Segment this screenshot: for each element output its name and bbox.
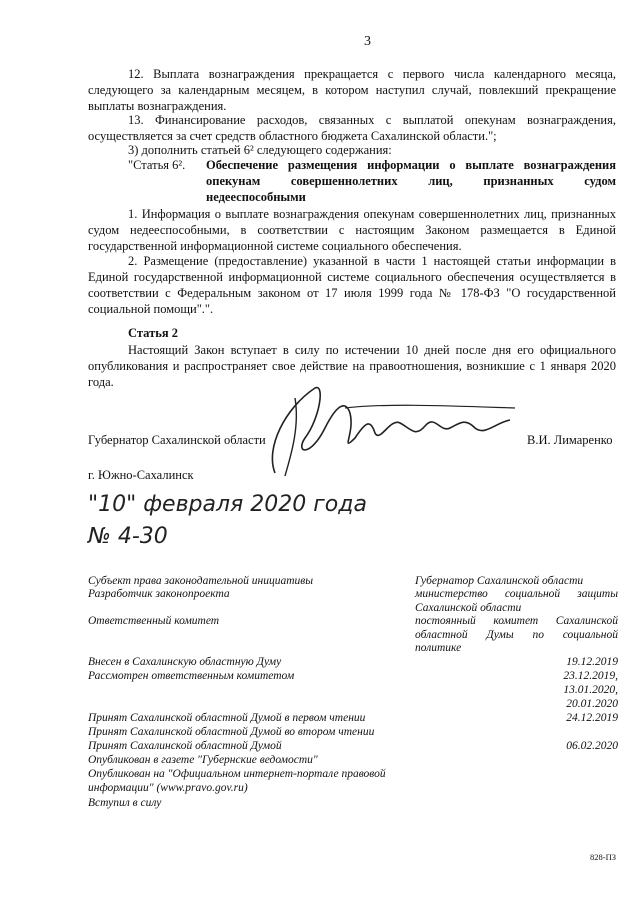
governor-name: В.И. Лимаренко xyxy=(527,433,613,447)
meta-subject-value: Губернатор Сахалинской области xyxy=(415,575,584,587)
article6-title-line1: Обеспечение размещения информации о выплате вознаграждения xyxy=(206,158,616,172)
paragraph-amend-3: 3) дополнить статьей 6² следующего содержания: xyxy=(128,143,392,157)
footer-code: 828-ПЗ xyxy=(590,852,616,862)
paragraph-13: 13. Финансирование расходов, связанных с выплатой опекунам вознаграждения, осуществляется за счет средств областного бюджета Сахалинской области."; xyxy=(88,113,616,143)
meta-second-reading-label: Принят Сахалинской областной Думой во втором чтении xyxy=(88,726,375,738)
governor-title: Губернатор Сахалинской области xyxy=(88,433,266,447)
article6-title-line2: опекунам совершеннолетних лиц, признанных судом xyxy=(206,174,616,188)
paragraph-12: 12. Выплата вознаграждения прекращается с первого числа календарного месяца, следующего за календарным месяцем, в котором наступил случай, повлекший прекращение выплаты вознаграждения. xyxy=(88,67,616,113)
meta-reviewed-value-2: 13.01.2020, xyxy=(563,684,618,696)
article2-text: Настоящий Закон вступает в силу по истечении 10 дней после дня его официального опубликования и распространяет свое действие на правоотношения, возникшие с 1 января 2020 года. xyxy=(88,343,616,389)
law-number-handwritten: № 4-30 xyxy=(88,524,168,549)
meta-adopted-value: 06.02.2020 xyxy=(566,740,618,752)
article6-label: "Статья 6². xyxy=(128,158,186,172)
meta-reviewed-value-3: 20.01.2020 xyxy=(566,698,618,710)
meta-first-reading-value: 24.12.2019 xyxy=(566,712,618,724)
meta-published-portal: Опубликован на "Официальном интернет-портале правовой информации" (www.pravo.gov.ru) xyxy=(88,768,386,794)
meta-first-reading-label: Принят Сахалинской областной Думой в первом чтении xyxy=(88,712,366,724)
meta-introduced-label: Внесен в Сахалинскую областную Думу xyxy=(88,656,282,668)
article6-part2: 2. Размещение (предоставление) указанной в части 1 настоящей статьи информации в Единой государственной информационной системе социального обеспечения осуществляется в соответствии с Федеральным законом от 17 июля 1999 года № 178-ФЗ "О государственной социальной помощи".". xyxy=(88,254,616,316)
meta-published-newspaper: Опубликован в газете "Губернские ведомости" xyxy=(88,754,318,766)
meta-reviewed-label: Рассмотрен ответственным комитетом xyxy=(88,670,295,682)
article6-title-line3: недееспособными xyxy=(206,190,306,204)
meta-introduced-value: 19.12.2019 xyxy=(566,656,618,668)
meta-reviewed-value-1: 23.12.2019, xyxy=(563,670,618,682)
meta-subject-label: Субъект права законодательной инициативы xyxy=(88,575,314,587)
meta-committee-value: постоянный комитет Сахалинской областной Думы по социальной политике xyxy=(415,615,618,654)
meta-developer-label: Разработчик законопроекта xyxy=(88,588,230,600)
meta-in-force-label: Вступил в силу xyxy=(88,797,162,809)
meta-adopted-label: Принят Сахалинской областной Думой xyxy=(88,740,282,752)
meta-committee-label: Ответственный комитет xyxy=(88,615,220,627)
signing-date-handwritten: "10" февраля 2020 года xyxy=(88,492,367,517)
city-name: г. Южно-Сахалинск xyxy=(88,468,194,482)
page-number: 3 xyxy=(364,34,371,49)
article6-title xyxy=(206,157,616,205)
governor-signature xyxy=(255,378,525,478)
article6-part1: 1. Информация о выплате вознаграждения опекунам совершеннолетних лиц, признанных судом недееспособными, в соответствии с настоящим Законом размещается в Единой государственной информационной системе социального обеспечения. xyxy=(88,207,616,253)
meta-developer-value: министерство социальной защиты Сахалинской области xyxy=(415,588,618,614)
article2-label: Статья 2 xyxy=(128,326,178,340)
